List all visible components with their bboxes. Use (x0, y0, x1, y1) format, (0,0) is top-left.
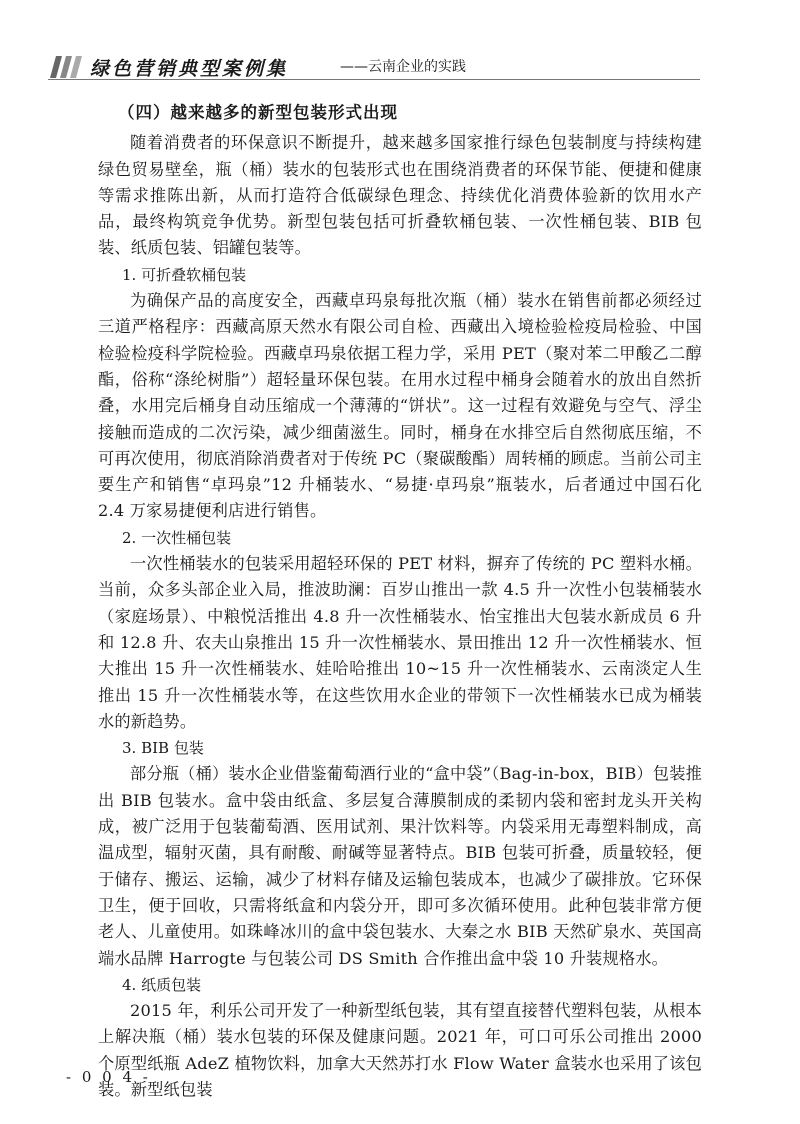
section-intro-paragraph: 随着消费者的环保意识不断提升，越来越多国家推行绿色包装制度与持续构建绿色贸易壁垒，瓶（桶）装水的包装形式也在围绕消费者的环保节能、便捷和健康等需求推陈出新，从而打造符合低碳绿色理念、持续优化消费体验新的饮用水产品，最终构筑竞争优势。新型包装包括可折叠软桶包装、一次性桶包装、BIB 包装、纸质包装、铝罐包装等。 (98, 133, 702, 258)
header-divider (48, 79, 700, 80)
subsection-paragraph-foldable: 为确保产品的高度安全，西藏卓玛泉每批次瓶（桶）装水在销售前都必须经过三道严格程序：西藏高原天然水有限公司自检、西藏出入境检验检疫局检验、中国检验检疫科学院检验。西藏卓玛泉依据工程力学，采用 PET（聚对苯二甲酸乙二醇酯，俗称“涤纶树脂”）超轻量环保包装。在用水过程中桶身会随着水的放出自然折叠，水用完后桶身自动压缩成一个薄薄的“饼状”。这一过程有效避免与空气、浮尘接触而造成的二次污染，减少细菌滋生。同时，桶身在水排空后自然彻底压缩，不可再次使用，彻底消除消费者对于传统 PC（聚碳酸酯）周转桶的顾虑。当前公司主要生产和销售“卓玛泉”12 升桶装水、“易捷·卓玛泉”瓶装水，后者通过中国石化 2.4 万家易捷便利店进行销售。 (98, 291, 702, 521)
running-header (48, 52, 700, 80)
subsection-heading-disposable: 2. 一次性桶包装 (122, 528, 232, 547)
subsection-paragraph-paper: 2015 年，利乐公司开发了一种新型纸包装，其有望直接替代塑料包装，从根本上解决瓶（桶）装水包装的环保及健康问题。2021 年，可口可乐公司推出 2000 个原型纸瓶 AdeZ 植物饮料，加拿大天然苏打水 Flow Water 盒装水也采用了该包装。新型纸包装 (98, 1001, 702, 1099)
subsection-paragraph-bib: 部分瓶（桶）装水企业借鉴葡萄酒行业的“盒中袋”（Bag-in-box，BIB）包装推出 BIB 包装水。盒中袋由纸盒、多层复合薄膜制成的柔韧内袋和密封龙头开关构成，被广泛用于包装葡萄酒、医用试剂、果汁饮料等。内袋采用无毒塑料制成，高温成型，辐射灭菌，具有耐酸、耐碱等显著特点。BIB 包装可折叠，质量较轻，便于储存、搬运、运输，减少了材料存储及运输包装成本，也减少了碳排放。它环保卫生，便于回收，只需将纸盒和内袋分开，即可多次循环使用。此种包装非常方便老人、儿童使用。如珠峰冰川的盒中袋包装水、大秦之水 BIB 天然矿泉水、英国高端水品牌 Harrogte 与包装公司 DS Smith 合作推出盒中袋 10 升装规格水。 (98, 764, 702, 968)
header-slash-ornament (48, 56, 84, 78)
section-heading: （四）越来越多的新型包装形式出现 (118, 103, 398, 122)
book-title: 绿色营销典型案例集 (90, 58, 289, 80)
book-subtitle: ——云南企业的实践 (340, 59, 466, 75)
main-text (98, 100, 702, 1103)
subsection-heading-bib: 3. BIB 包装 (122, 739, 204, 758)
page-number: - 0 0 4 - (66, 1068, 151, 1086)
subsection-paragraph-disposable: 一次性桶装水的包装采用超轻环保的 PET 材料，摒弃了传统的 PC 塑料水桶。当前，众多头部企业入局，推波助澜：百岁山推出一款 4.5 升一次性小包装桶装水（家庭场景）、中粮悦活推出 4.8 升一次性桶装水、怡宝推出大包装水新成员 6 升和 12.8 升、农夫山泉推出 15 升一次性桶装水、景田推出 12 升一次性桶装水、恒大推出 15 升一次性桶装水、娃哈哈推出 10~15 升一次性桶装水、云南淡定人生推出 15 升一次性桶装水等，在这些饮用水企业的带领下一次性桶装水已成为桶装水的新趋势。 (98, 554, 702, 731)
subsection-heading-paper: 4. 纸质包装 (122, 975, 202, 994)
subsection-heading-foldable: 1. 可折叠软桶包装 (122, 265, 247, 284)
